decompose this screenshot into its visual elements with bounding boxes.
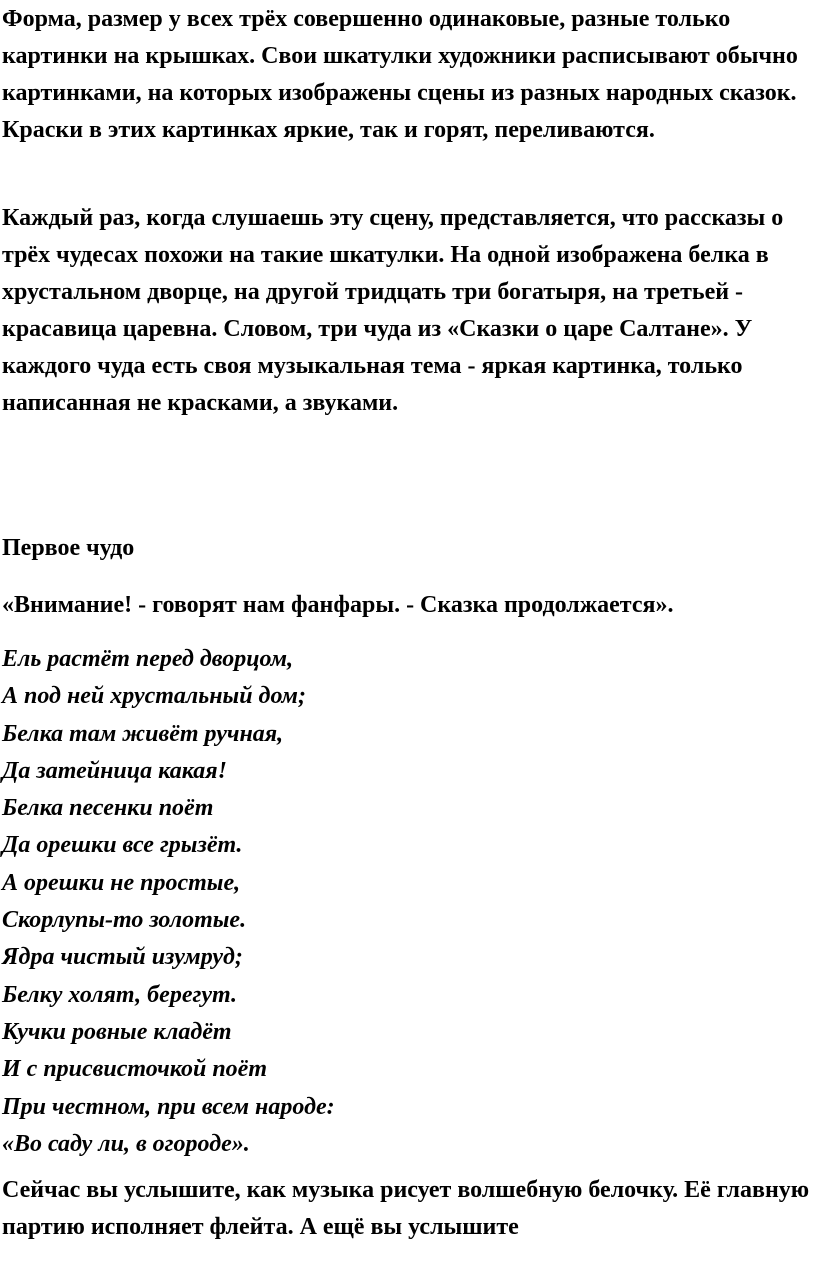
paragraph-three-wonders: Каждый раз, когда слушаешь эту сцену, представляется, что рассказы о трёх чудесах похожи на такие шкатулки. На одной изображена белка в хрустальном дворце, на другой тридцать три богатыря, на третьей - красавица царевна. Словом, три чуда из «Сказки о царе Салтане». У каждого чуда есть своя музыкальная тема - яркая картинка, только написанная не красками, а звуками.	[2, 205, 784, 416]
poem-line: Кучки ровные кладёт	[2, 1018, 232, 1045]
section-heading: Первое чудо	[2, 535, 135, 561]
poem-line: Ядра чистый изумруд;	[2, 944, 243, 971]
poem-line: Да затейница какая!	[2, 757, 227, 784]
poem-line: Белка там живёт ручная,	[2, 720, 284, 747]
poem-line: Скорлупы-то золотые.	[2, 907, 247, 934]
poem-line: «Во саду ли, в огороде».	[2, 1130, 250, 1157]
poem-line: Белка песенки поёт	[2, 795, 214, 822]
fanfare-quote: «Внимание! - говорят нам фанфары. - Сказка продолжается».	[2, 592, 674, 618]
poem-line: При честном, при всем народе:	[2, 1093, 335, 1120]
poem-line: И с присвисточкой поёт	[2, 1056, 267, 1083]
poem-line: А орешки не простые,	[2, 869, 241, 896]
poem-block	[2, 641, 810, 1163]
paragraph-boxes-description: Форма, размер у всех трёх совершенно одинаковые, разные только картинки на крышках. Свои шкатулки художники расписывают обычно картинками, на которых изображены сцены из разных народных сказок. Краски в этих картинках яркие, так и горят, переливаются.	[2, 6, 798, 143]
poem-line: А под ней хрустальный дом;	[2, 683, 306, 710]
poem-line: Да орешки все грызёт.	[2, 832, 243, 859]
poem-line: Ель растёт перед дворцом,	[2, 646, 294, 672]
poem-line: Белку холят, берегут.	[2, 981, 237, 1008]
paragraph-flute: Сейчас вы услышите, как музыка рисует волшебную белочку. Её главную партию исполняет флейта. А ещё вы услышите	[2, 1177, 810, 1240]
